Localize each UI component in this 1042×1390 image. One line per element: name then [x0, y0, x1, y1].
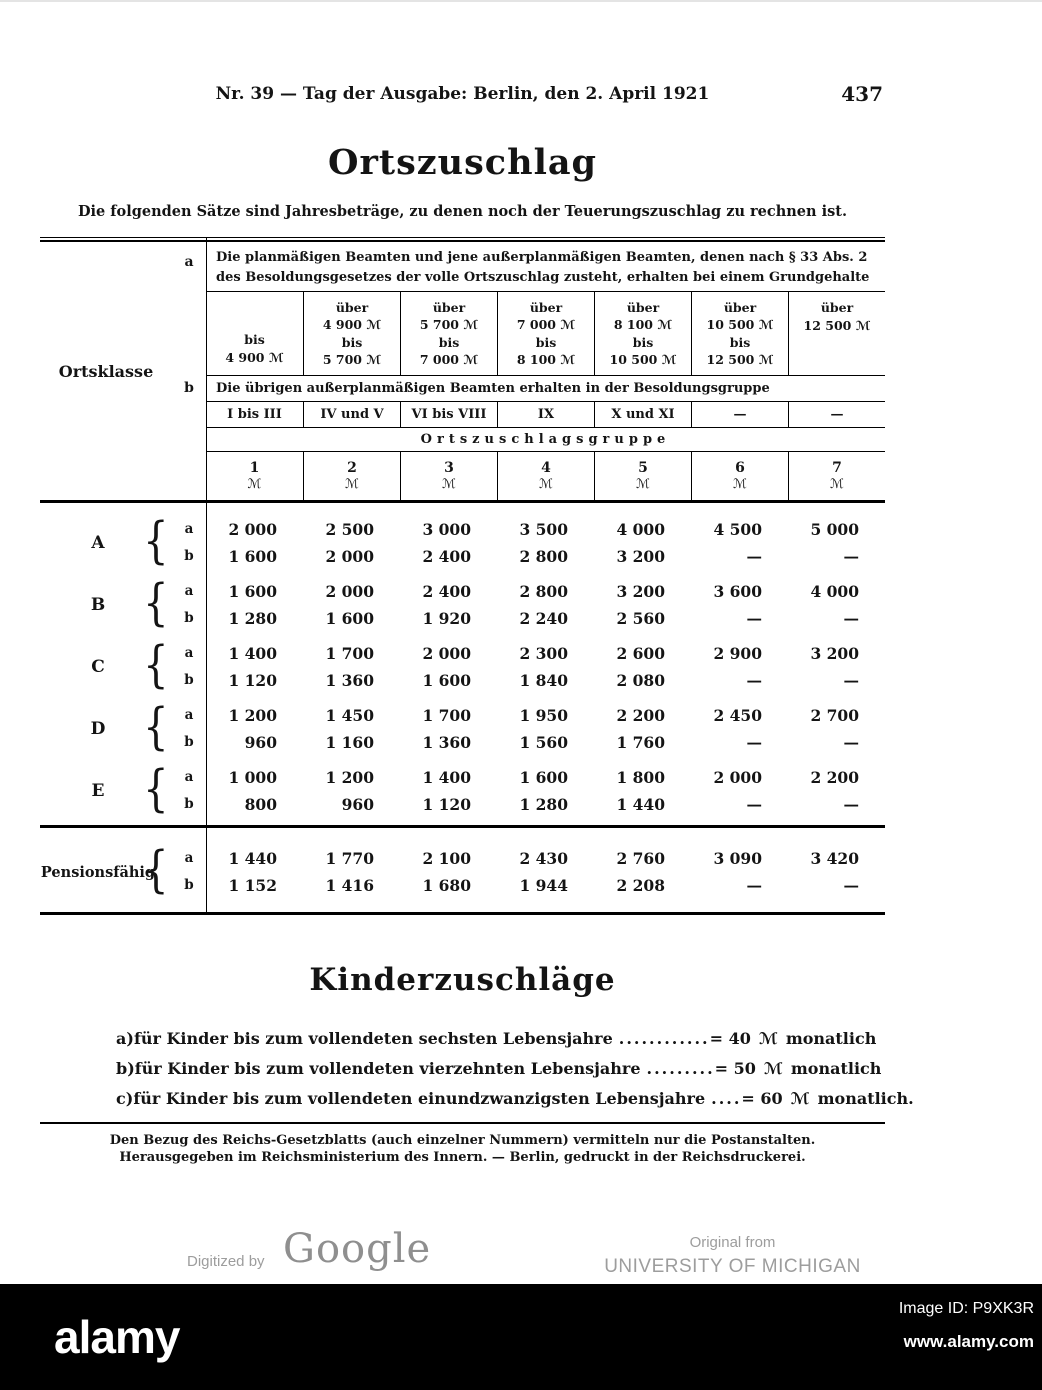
cell-value: — [746, 795, 762, 814]
cell-value: 960 [244, 733, 277, 752]
group-number-cell [691, 452, 788, 500]
header-ab-column [172, 242, 206, 500]
value-cell [788, 639, 885, 695]
currency-mark: ℳ [539, 477, 553, 492]
marker-a: a [184, 645, 194, 661]
cell-value: 960 [341, 795, 374, 814]
row-label-cell [40, 635, 172, 695]
per-month: monatlich. [817, 1089, 914, 1108]
value-cell [594, 515, 691, 571]
cell-value: 1 400 [228, 644, 277, 663]
marker-b: b [184, 380, 194, 396]
range-line: bis [341, 334, 363, 350]
gruppe-cell: I bis III [227, 407, 282, 422]
value-cell [691, 515, 788, 571]
cell-value: 2 100 [422, 849, 471, 868]
cell-value: 1 120 [422, 795, 471, 814]
row-label: D [90, 719, 106, 739]
value-cell [788, 515, 885, 571]
cell-value: 800 [244, 795, 277, 814]
value-cell [400, 639, 497, 695]
image-id: Image ID: P9XK3R [898, 1300, 1034, 1317]
alamy-url: www.alamy.com [903, 1332, 1034, 1351]
gruppe-cell: — [788, 402, 885, 427]
item-value [715, 1054, 880, 1084]
value-cell [206, 844, 303, 900]
brace-glyph: { [143, 759, 169, 818]
issue-line: Nr. 39 — Tag der Ausgabe: Berlin, den 2. April 1921 [215, 84, 710, 104]
group-number: 7 [832, 460, 842, 476]
range-line: bis [438, 334, 460, 350]
cell-value: 2 800 [519, 582, 568, 601]
amount: = 50 [714, 1059, 756, 1078]
grundgehalt-ranges-row [206, 292, 885, 376]
row-ab-cell [172, 515, 206, 571]
range-line: 7 000 ℳ [419, 352, 479, 367]
value-cell [303, 639, 400, 695]
cell-value: 1 200 [325, 768, 374, 787]
group-number: 4 [541, 460, 551, 476]
range-line: 8 100 ℳ [516, 352, 576, 367]
currency-mark: ℳ [763, 1059, 783, 1078]
cell-value: — [843, 547, 859, 566]
gruppe-cell: VI bis VIII [400, 402, 497, 427]
cell-value: 2 000 [713, 768, 762, 787]
group-number: 5 [638, 460, 648, 476]
cell-value: 1 840 [519, 671, 568, 690]
table-bottom-rule [40, 912, 885, 915]
institution-name: UNIVERSITY OF MICHIGAN [604, 1256, 861, 1277]
row-ab-cell [172, 639, 206, 695]
range-line: bis [244, 332, 265, 347]
row-label-cell [40, 697, 172, 757]
cell-value: 1 600 [519, 768, 568, 787]
cell-value: 2 080 [616, 671, 665, 690]
cell-value: 2 560 [616, 609, 665, 628]
table-row [40, 759, 885, 819]
original-from-label: Original from [689, 1234, 776, 1251]
value-cell [303, 577, 400, 633]
table-header [40, 242, 885, 500]
cell-value: 1 360 [422, 733, 471, 752]
per-month: monatlich [790, 1059, 882, 1078]
row-ab-cell [172, 763, 206, 819]
cell-value: 2 400 [422, 547, 471, 566]
group-numbers-row [206, 452, 885, 500]
range-line: 5 700 ℳ [419, 317, 479, 332]
imprint-rule [40, 1122, 885, 1124]
marker-b: b [184, 734, 194, 750]
cell-value: 2 900 [713, 644, 762, 663]
value-cell [400, 577, 497, 633]
brace-glyph: { [143, 511, 169, 570]
group-number: 6 [735, 460, 745, 476]
table-row [40, 635, 885, 695]
cell-value: — [843, 609, 859, 628]
item-text: für Kinder bis zum vollendeten sechsten Lebensjahre [133, 1029, 613, 1048]
range-line: 4 900 ℳ [225, 349, 284, 365]
brace-glyph: { [143, 697, 169, 756]
group-number: 1 [249, 460, 260, 476]
group-number-cell [788, 452, 885, 500]
value-cell [594, 763, 691, 819]
cell-value: 1 280 [228, 609, 277, 628]
group-number: 2 [347, 460, 357, 476]
range-cell [206, 292, 303, 375]
gruppe-cell: X und XI [594, 402, 691, 427]
row-header-label: Ortsklasse [58, 361, 154, 381]
marker-b: b [184, 548, 194, 564]
cell-value: 2 430 [519, 849, 568, 868]
kinder-items [116, 1024, 914, 1114]
cell-value: — [843, 733, 859, 752]
imprint [40, 1132, 885, 1166]
ortszuschlagsgruppe-label: Ortszuschlagsgruppe [206, 428, 885, 452]
range-line: über [820, 300, 854, 315]
group-number: 3 [444, 460, 454, 476]
row-label-cell [40, 573, 172, 633]
cell-value: 1 400 [422, 768, 471, 787]
range-cell [400, 292, 497, 375]
cell-value: 2 000 [228, 520, 277, 539]
value-cell [691, 577, 788, 633]
cell-value: 3 200 [810, 644, 859, 663]
brace-glyph: { [143, 635, 169, 694]
value-cell [497, 701, 594, 757]
value-cell [303, 844, 400, 900]
cell-value: 1 120 [228, 671, 277, 690]
range-line: 5 700 ℳ [322, 352, 382, 367]
marker-b: b [184, 672, 194, 688]
alamy-logo: alamy [54, 1311, 180, 1363]
value-cell [400, 844, 497, 900]
table-row [40, 697, 885, 757]
cell-value: 2 700 [810, 706, 859, 725]
item-value [710, 1024, 875, 1054]
row-label: Pensionsfähig [40, 863, 156, 881]
cell-value: 1 680 [422, 876, 471, 895]
scan-edge [0, 0, 1042, 2]
cell-value: 2 200 [810, 768, 859, 787]
value-cell [303, 701, 400, 757]
row-label: E [91, 781, 105, 801]
group-number-cell [400, 452, 497, 500]
list-item [116, 1084, 914, 1114]
currency-mark: ℳ [790, 1089, 810, 1108]
range-cell [594, 292, 691, 375]
value-cell [303, 763, 400, 819]
value-cell [400, 701, 497, 757]
table-row [40, 840, 885, 900]
currency-mark: ℳ [442, 477, 456, 492]
ortszuschlag-table [40, 237, 885, 915]
range-line: über [529, 299, 563, 315]
cell-value: 1 800 [616, 768, 665, 787]
cell-value: 2 500 [325, 520, 374, 539]
value-cell [691, 639, 788, 695]
cell-value: 3 500 [519, 520, 568, 539]
cell-value: — [746, 671, 762, 690]
cell-value: 5 000 [810, 520, 859, 539]
group-number-cell [594, 452, 691, 500]
value-cell [788, 701, 885, 757]
row-label-cell [40, 759, 172, 819]
cell-value: 1 416 [325, 876, 374, 895]
gruppe-cell: IV und V [303, 402, 400, 427]
table-row [40, 573, 885, 633]
value-cell [497, 577, 594, 633]
cell-value: — [746, 609, 762, 628]
amount: = 40 [709, 1029, 751, 1048]
row-label-cell [40, 511, 172, 571]
cell-value: 1 770 [325, 849, 374, 868]
brace-glyph: { [143, 840, 169, 899]
value-cell [497, 763, 594, 819]
dot-leader: ......... [646, 1059, 715, 1078]
cell-value: 1 000 [228, 768, 277, 787]
page-subtitle: Die folgenden Sätze sind Jahresbeträge, zu denen noch der Teuerungszuschlag zu rechnen ist. [77, 203, 848, 220]
value-cell [788, 763, 885, 819]
group-number-cell [303, 452, 400, 500]
row-ab-cell [172, 577, 206, 633]
range-cell [303, 292, 400, 375]
group-number-cell [497, 452, 594, 500]
marker-b: b [184, 877, 194, 893]
row-ab-cell [172, 844, 206, 900]
cell-value: — [746, 876, 762, 895]
range-line: über [432, 299, 466, 315]
range-line: über [723, 299, 757, 315]
range-line: 7 000 ℳ [516, 317, 576, 332]
marker-a: a [184, 254, 194, 270]
range-cell [497, 292, 594, 375]
currency-mark: ℳ [345, 477, 359, 492]
cell-value: 2 800 [519, 547, 568, 566]
cell-value: 2 400 [422, 582, 471, 601]
cell-value: 1 450 [325, 706, 374, 725]
range-cell [788, 292, 885, 375]
cell-value: 1 944 [519, 876, 568, 895]
cell-value: 1 600 [325, 609, 374, 628]
kinder-title: Kinderzuschläge [309, 962, 616, 998]
value-cell [691, 763, 788, 819]
cell-value: 1 600 [422, 671, 471, 690]
marker-a: a [184, 707, 194, 723]
range-line: 4 900 ℳ [322, 317, 382, 332]
section-a-text: Die planmäßigen Beamten und jene außerplanmäßigen Beamten, denen nach § 33 Abs. 2 des Besoldungsgesetzes der volle Ortszuschlag zusteht, erhalten bei einem Grundgehalte [206, 242, 885, 292]
cell-value: 3 090 [713, 849, 762, 868]
value-cell [206, 763, 303, 819]
cell-value: 3 600 [713, 582, 762, 601]
item-prefix: b) [116, 1059, 135, 1078]
currency-mark: ℳ [636, 477, 650, 492]
range-line: 12 500 ℳ [706, 352, 774, 367]
value-cell [594, 639, 691, 695]
cell-value: 2 000 [325, 582, 374, 601]
header-data-area [206, 242, 885, 500]
per-month: monatlich [785, 1029, 877, 1048]
item-prefix: a) [116, 1029, 134, 1048]
range-line: bis [729, 334, 751, 350]
cell-value: 1 700 [325, 644, 374, 663]
currency-mark: ℳ [733, 477, 747, 492]
currency-mark: ℳ [247, 477, 262, 492]
cell-value: — [843, 876, 859, 895]
gruppe-cell: IX [497, 402, 594, 427]
cell-value: 4 500 [713, 520, 762, 539]
list-item [116, 1054, 882, 1084]
watermark-meta [899, 1300, 1034, 1352]
table-row [40, 511, 885, 571]
cell-value: 2 300 [519, 644, 568, 663]
pension-section [40, 828, 885, 912]
table-vertical-rule [206, 237, 207, 915]
digitized-by-label: Digitized by [187, 1253, 265, 1270]
currency-mark: ℳ [758, 1029, 778, 1048]
cell-value: 4 000 [616, 520, 665, 539]
cell-value: 1 700 [422, 706, 471, 725]
cell-value: 2 760 [616, 849, 665, 868]
range-line: über [335, 299, 369, 315]
masthead [40, 84, 885, 104]
cell-value: 1 200 [228, 706, 277, 725]
amount: = 60 [741, 1089, 783, 1108]
marker-a: a [184, 521, 194, 537]
cell-value: 1 360 [325, 671, 374, 690]
value-cell [400, 515, 497, 571]
cell-value: 3 420 [810, 849, 859, 868]
row-label: A [91, 533, 105, 553]
table-body [40, 503, 885, 825]
original-from-block [560, 1234, 905, 1278]
range-line: bis [535, 334, 557, 350]
group-number-cell [206, 452, 303, 500]
cell-value: 1 440 [228, 849, 277, 868]
row-ab-cell [172, 701, 206, 757]
value-cell [497, 515, 594, 571]
marker-b: b [184, 796, 194, 812]
value-cell [594, 701, 691, 757]
page-title: Ortszuschlag [327, 142, 598, 183]
value-cell [594, 844, 691, 900]
value-cell [303, 515, 400, 571]
dot-leader: .... [711, 1089, 742, 1108]
cell-value: 1 560 [519, 733, 568, 752]
cell-value: 2 200 [616, 706, 665, 725]
watermark-bar [0, 1284, 1042, 1390]
gruppe-cell: — [691, 402, 788, 427]
cell-value: 1 440 [616, 795, 665, 814]
row-label-cell [40, 840, 172, 900]
row-label: B [90, 595, 106, 615]
value-cell [691, 844, 788, 900]
value-cell [691, 701, 788, 757]
list-item [116, 1024, 877, 1054]
item-text: für Kinder bis zum vollendeten einundzwanzigsten Lebensjahre [133, 1089, 706, 1108]
value-cell [206, 577, 303, 633]
value-cell [788, 844, 885, 900]
cell-value: 2 240 [519, 609, 568, 628]
range-cell [691, 292, 788, 375]
kinderzuschlaege-section [40, 962, 914, 1114]
cell-value: — [746, 733, 762, 752]
section-b-text: Die übrigen außerplanmäßigen Beamten erhalten in der Besoldungsgruppe [206, 376, 885, 402]
marker-a: a [184, 583, 194, 599]
item-text: für Kinder bis zum vollendeten vierzehnten Lebensjahre [134, 1059, 641, 1078]
cell-value: 1 600 [228, 547, 277, 566]
range-line: 10 500 ℳ [609, 352, 677, 367]
value-cell [206, 639, 303, 695]
marker-a: a [184, 769, 194, 785]
cell-value: 3 200 [616, 582, 665, 601]
cell-value: — [746, 547, 762, 566]
value-cell [594, 577, 691, 633]
item-prefix: c) [116, 1089, 134, 1108]
item-value [741, 1084, 914, 1114]
besoldungsgruppen-row [206, 402, 885, 428]
brace-glyph: { [143, 573, 169, 632]
cell-value: — [843, 795, 859, 814]
cell-value: 1 280 [519, 795, 568, 814]
cell-value: 1 760 [616, 733, 665, 752]
currency-mark: ℳ [830, 477, 844, 492]
cell-value: 2 000 [422, 644, 471, 663]
value-cell [206, 515, 303, 571]
range-line: bis [632, 334, 654, 350]
value-cell [400, 763, 497, 819]
google-logo: Google [283, 1226, 432, 1272]
cell-value: 1 950 [519, 706, 568, 725]
marker-a: a [184, 850, 194, 866]
cell-value: 3 200 [616, 547, 665, 566]
cell-value: 2 208 [616, 876, 665, 895]
imprint-line2: Herausgegeben im Reichsministerium des Innern. — Berlin, gedruckt in der Reichsdruckerei. [119, 1150, 806, 1165]
cell-value: 2 000 [325, 547, 374, 566]
marker-b: b [184, 610, 194, 626]
imprint-line1: Den Bezug des Reichs-Gesetzblatts (auch einzelner Nummern) vermitteln nur die Postanstalten. [109, 1133, 816, 1148]
cell-value: 3 000 [422, 520, 471, 539]
range-line: über [626, 299, 660, 315]
cell-value: 1 600 [228, 582, 277, 601]
dot-leader: ............ [618, 1029, 710, 1048]
page-number: 437 [841, 82, 883, 106]
cell-value: 1 152 [228, 876, 277, 895]
range-line: 10 500 ℳ [706, 317, 774, 332]
value-cell [206, 701, 303, 757]
cell-value: 1 920 [422, 609, 471, 628]
range-line: 8 100 ℳ [613, 317, 673, 332]
value-cell [788, 577, 885, 633]
range-line: 12 500 ℳ [803, 317, 871, 333]
row-label: C [91, 657, 105, 677]
cell-value: 2 600 [616, 644, 665, 663]
cell-value: 2 450 [713, 706, 762, 725]
cell-value: 4 000 [810, 582, 859, 601]
value-cell [497, 844, 594, 900]
value-cell [497, 639, 594, 695]
cell-value: 1 160 [325, 733, 374, 752]
cell-value: — [843, 671, 859, 690]
